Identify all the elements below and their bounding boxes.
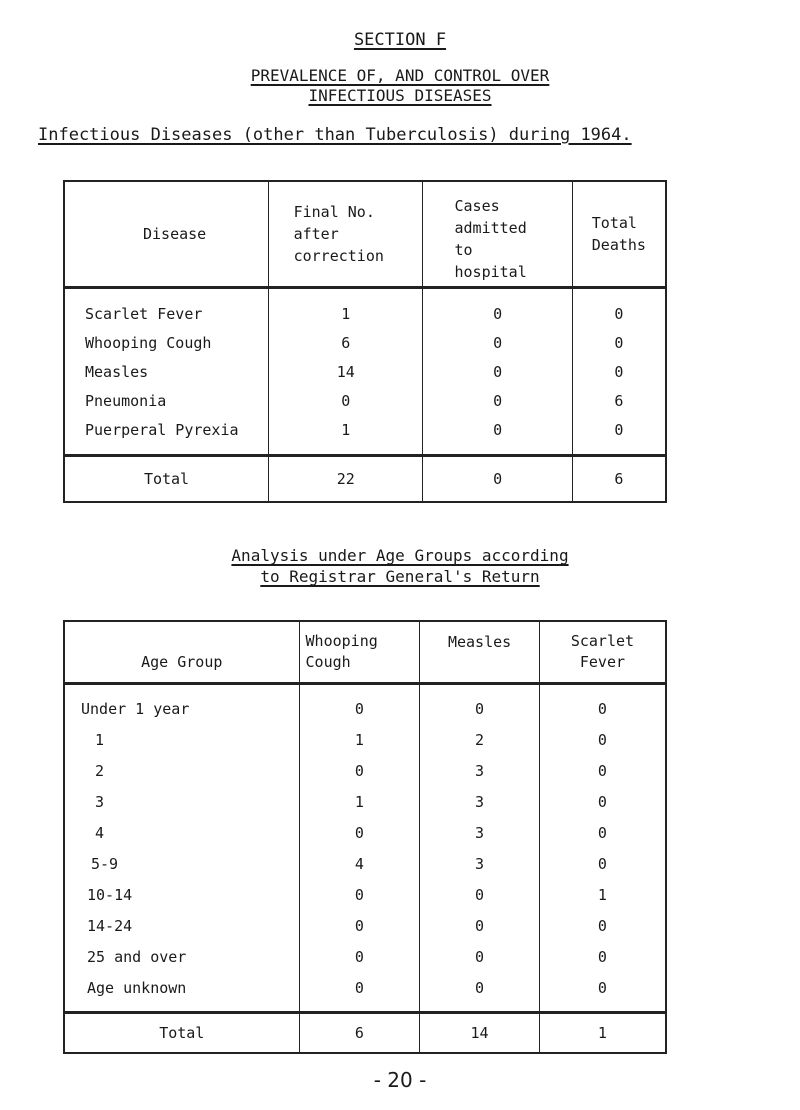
table-row	[64, 724, 666, 755]
table-row	[64, 328, 666, 357]
scarlet-cell: 0	[597, 792, 607, 811]
total-whooping: 6	[299, 1013, 420, 1054]
measles-cell: 0	[420, 910, 540, 941]
admitted-cell: 0	[423, 415, 572, 444]
scarlet-cell: 1	[597, 885, 607, 904]
disease-name: Puerperal Pyrexia	[64, 415, 269, 444]
admitted-cell: 0	[423, 328, 572, 357]
deaths-cell: 0	[614, 304, 624, 323]
deaths-cell: 0	[614, 362, 624, 381]
age-cell: 4	[64, 817, 299, 848]
section-heading: SECTION F	[353, 30, 447, 50]
whooping-cell: 0	[299, 693, 420, 724]
subtitle: Infectious Diseases (other than Tuberculosis) during 1964.	[38, 125, 632, 145]
table-header-row	[64, 181, 666, 288]
header-age-group: Age Group	[64, 621, 299, 684]
disease-name: Scarlet Fever	[64, 299, 269, 328]
age-cell: 2	[64, 755, 299, 786]
total-row	[64, 456, 666, 503]
measles-cell: 0	[420, 879, 540, 910]
whooping-cell: 1	[299, 724, 420, 755]
header-final-no: Final No. after correction	[269, 181, 423, 288]
title-line-2: INFECTIOUS DISEASES	[308, 86, 492, 105]
whooping-cell: 0	[299, 879, 420, 910]
measles-cell: 0	[420, 941, 540, 972]
measles-cell: 3	[420, 786, 540, 817]
final-no-cell: 14	[269, 357, 423, 386]
table-row	[64, 910, 666, 941]
whooping-cell: 0	[299, 910, 420, 941]
admitted-cell: 0	[423, 357, 572, 386]
total-measles: 14	[420, 1013, 540, 1054]
table-row	[64, 755, 666, 786]
scarlet-cell: 0	[597, 854, 607, 873]
final-no-cell: 1	[269, 415, 423, 444]
disease-name: Whooping Cough	[64, 328, 269, 357]
analysis-heading: Analysis under Age Groups according to Registrar General's Return	[231, 546, 569, 586]
header-whooping: Whooping Cough	[299, 621, 420, 684]
total-label: Total	[64, 1013, 299, 1054]
final-no-cell: 6	[269, 328, 423, 357]
measles-cell: 3	[420, 817, 540, 848]
age-cell: 1	[64, 724, 299, 755]
whooping-cell: 1	[299, 786, 420, 817]
admitted-cell: 0	[423, 386, 572, 415]
age-cell: 10-14	[64, 879, 299, 910]
disease-name: Measles	[64, 357, 269, 386]
header-measles: Measles	[420, 621, 540, 684]
age-cell: Under 1 year	[64, 693, 299, 724]
measles-cell: 2	[420, 724, 540, 755]
table-row	[64, 817, 666, 848]
final-no-cell: 1	[269, 299, 423, 328]
measles-cell: 3	[420, 848, 540, 879]
scarlet-cell: 0	[597, 916, 607, 935]
scarlet-cell: 0	[597, 947, 607, 966]
age-group-table	[63, 620, 667, 1054]
age-cell: 14-24	[64, 910, 299, 941]
table-row	[64, 299, 666, 328]
table-row	[64, 415, 666, 444]
age-cell: 5-9	[64, 848, 299, 879]
deaths-cell: 6	[614, 391, 624, 410]
total-deaths: 6	[572, 456, 666, 503]
table-row	[64, 941, 666, 972]
total-row	[64, 1013, 666, 1054]
table-header-row	[64, 621, 666, 684]
scarlet-cell: 0	[597, 823, 607, 842]
table-row	[64, 386, 666, 415]
total-final: 22	[269, 456, 423, 503]
admitted-cell: 0	[423, 299, 572, 328]
total-scarlet: 1	[539, 1013, 666, 1054]
whooping-cell: 4	[299, 848, 420, 879]
whooping-cell: 0	[299, 755, 420, 786]
disease-name: Pneumonia	[64, 386, 269, 415]
whooping-cell: 0	[299, 817, 420, 848]
measles-cell: 0	[420, 972, 540, 1003]
total-admitted: 0	[423, 456, 572, 503]
header-scarlet: Scarlet Fever	[539, 621, 666, 684]
final-no-cell: 0	[269, 386, 423, 415]
infectious-diseases-table	[63, 180, 667, 503]
age-cell: 3	[64, 786, 299, 817]
table-row	[64, 879, 666, 910]
scarlet-cell: 0	[597, 699, 607, 718]
age-cell: Age unknown	[64, 972, 299, 1003]
scarlet-cell: 0	[597, 761, 607, 780]
whooping-cell: 0	[299, 972, 420, 1003]
table-row	[64, 972, 666, 1003]
measles-cell: 3	[420, 755, 540, 786]
header-deaths: Total Deaths	[572, 181, 666, 288]
header-disease: Disease	[64, 181, 269, 288]
table-row	[64, 786, 666, 817]
page-number: - 20 -	[373, 1068, 427, 1092]
table-row	[64, 848, 666, 879]
scarlet-cell: 0	[597, 978, 607, 997]
measles-cell: 0	[420, 693, 540, 724]
header-admitted: Cases admitted to hospital	[423, 181, 572, 288]
deaths-cell: 0	[614, 420, 624, 439]
table-row	[64, 357, 666, 386]
total-label: Total	[64, 456, 269, 503]
deaths-cell: 0	[614, 333, 624, 352]
title-line-1: PREVALENCE OF, AND CONTROL OVER	[250, 66, 550, 85]
whooping-cell: 0	[299, 941, 420, 972]
age-cell: 25 and over	[64, 941, 299, 972]
table-row	[64, 693, 666, 724]
scarlet-cell: 0	[597, 730, 607, 749]
